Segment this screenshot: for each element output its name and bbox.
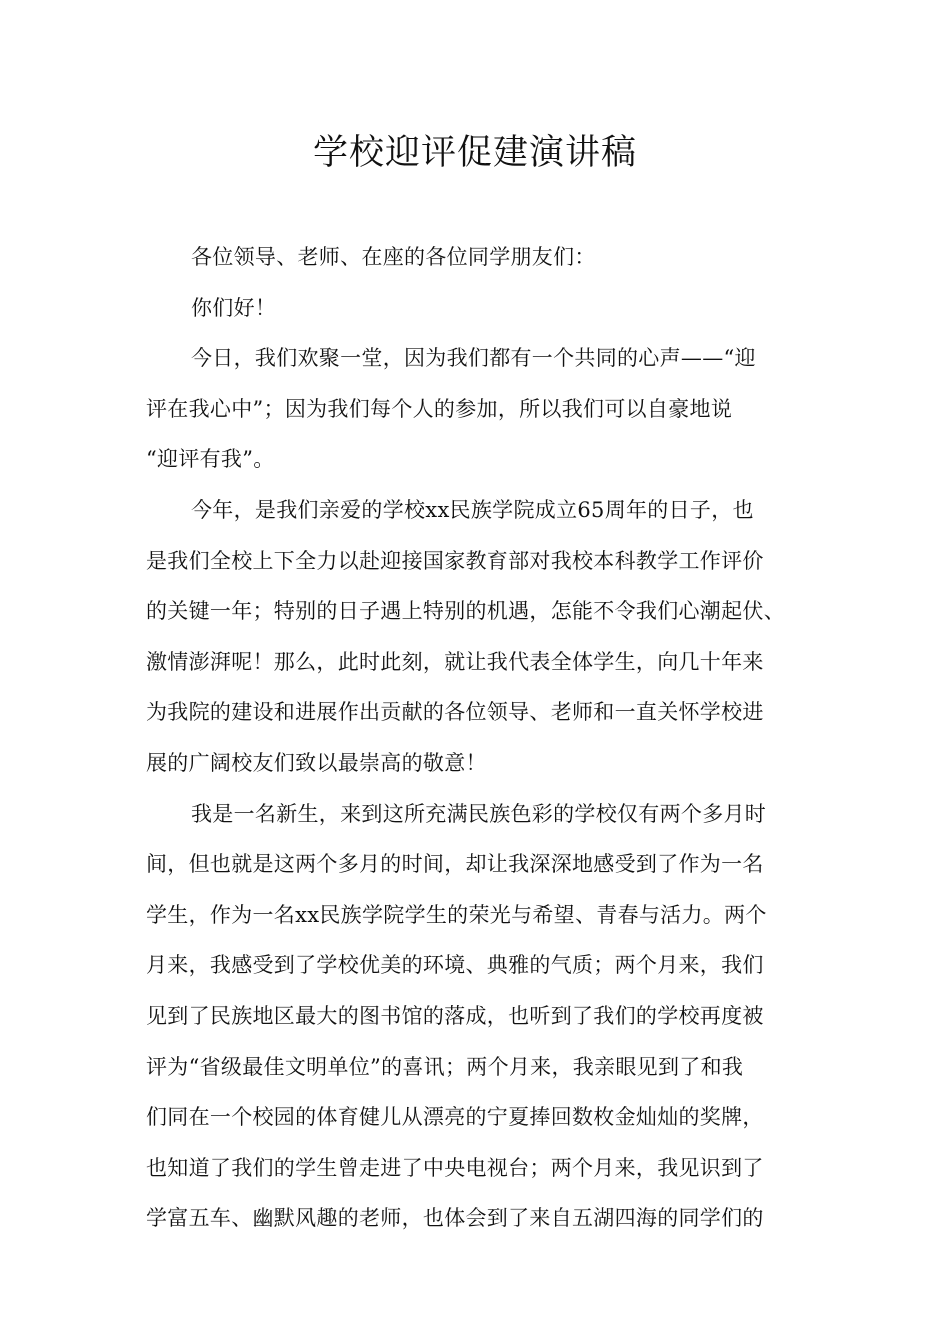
document-body [146,232,826,1244]
text-line: 你们好！ [191,295,277,320]
text-line: 激情澎湃呢！那么，此时此刻，就让我代表全体学生，向几十年来 [146,649,764,674]
text-line: “迎评有我”。 [146,447,275,472]
text-line: 为我院的建设和进展作出贡献的各位领导、老师和一直关怀学校进 [146,700,764,725]
text-line: 是我们全校上下全力以赴迎接国家教育部对我校本科教学工作评价 [146,548,764,573]
text-line: 我是一名新生，来到这所充满民族色彩的学校仅有两个多月时 [191,801,767,826]
text-line: 月来，我感受到了学校优美的环境、典雅的气质；两个月来，我们 [146,953,764,978]
text-line: 学生，作为一名xx民族学院学生的荣光与希望、青春与活力。两个 [146,902,767,927]
text-line: 展的广阔校友们致以最崇高的敬意！ [146,750,487,775]
text-line: 学富五车、幽默风趣的老师，也体会到了来自五湖四海的同学们的 [146,1206,764,1231]
text-line: 各位领导、老师、在座的各位同学朋友们： [191,245,596,269]
text-line: 们同在一个校园的体育健儿从漂亮的宁夏捧回数枚金灿灿的奖牌， [146,1105,764,1130]
text-line: 的关键一年；特别的日子遇上特别的机遇，怎能不令我们心潮起伏、 [146,599,785,624]
document-title: 学校迎评促建演讲稿 [312,133,637,173]
text-line: 评为“省级最佳文明单位”的喜讯；两个月来，我亲眼见到了和我 [146,1054,744,1079]
text-line: 今年，是我们亲爱的学校xx民族学院成立65周年的日子，也 [191,497,754,522]
text-line: 间，但也就是这两个多月的时间，却让我深深地感受到了作为一名 [146,852,764,877]
text-line: 评在我心中”；因为我们每个人的参加，所以我们可以自豪地说 [146,396,733,421]
text-line: 见到了民族地区最大的图书馆的落成，也听到了我们的学校再度被 [146,1003,764,1028]
text-line: 也知道了我们的学生曾走进了中央电视台；两个月来，我见识到了 [146,1155,764,1180]
text-line: 今日，我们欢聚一堂，因为我们都有一个共同的心声——“迎 [191,346,756,371]
